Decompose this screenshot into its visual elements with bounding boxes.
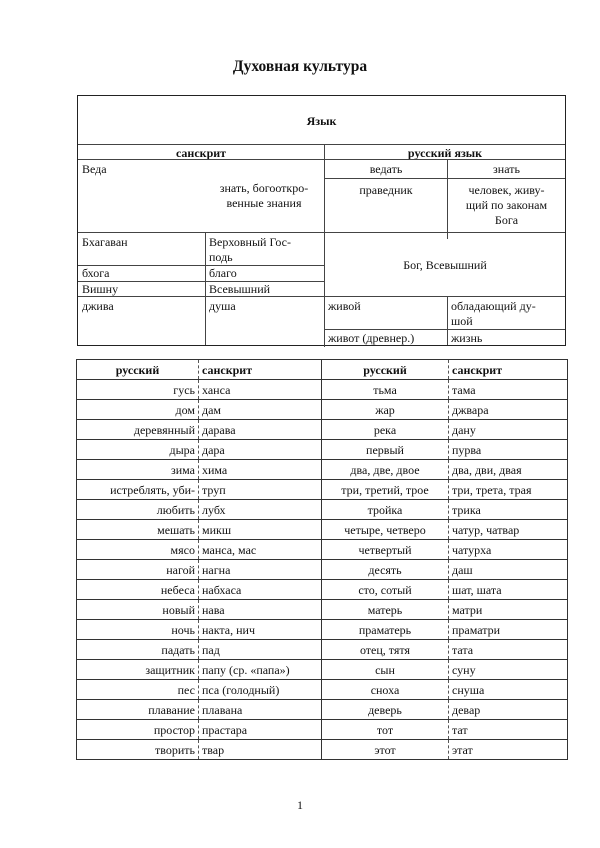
table-row bbox=[77, 420, 568, 440]
russian-word: сто, сотый bbox=[322, 580, 449, 600]
russian-word: три, третий, трое bbox=[322, 480, 449, 500]
meaning-bhagavan: Верховный Гос- подь bbox=[209, 235, 291, 264]
word-vedat: ведать bbox=[369, 162, 403, 176]
sanskrit-word: набхаса bbox=[199, 580, 322, 600]
russian-word: матерь bbox=[322, 600, 449, 620]
russian-word: дом bbox=[77, 400, 199, 420]
sanskrit-word: праматри bbox=[449, 620, 568, 640]
meaning-vishnu: Всевышний bbox=[209, 282, 271, 296]
col-header-sanskrit-1: санскрит bbox=[199, 360, 322, 380]
word-bhoga: бхога bbox=[82, 266, 110, 280]
sanskrit-word: пад bbox=[199, 640, 322, 660]
vocabulary-header-row bbox=[77, 360, 568, 380]
sanskrit-word: твар bbox=[199, 740, 322, 760]
sanskrit-word: тат bbox=[449, 720, 568, 740]
russian-word: нагой bbox=[77, 560, 199, 580]
sanskrit-word: прастара bbox=[199, 720, 322, 740]
sanskrit-word: три, трета, трая bbox=[449, 480, 568, 500]
meaning-bhoga: благо bbox=[209, 266, 237, 280]
russian-word: четвертый bbox=[322, 540, 449, 560]
russian-word: сноха bbox=[322, 680, 449, 700]
russian-word: защитник bbox=[77, 660, 199, 680]
meaning-bog: Бог, Всевышний bbox=[403, 258, 487, 272]
russian-word: тройка bbox=[322, 500, 449, 520]
russian-word: тот bbox=[322, 720, 449, 740]
table-row bbox=[77, 480, 568, 500]
sanskrit-word: плавана bbox=[199, 700, 322, 720]
table-row bbox=[77, 380, 568, 400]
russian-word: праматерь bbox=[322, 620, 449, 640]
russian-word: ночь bbox=[77, 620, 199, 640]
russian-word: сын bbox=[322, 660, 449, 680]
col-header-russian-1: русский bbox=[77, 360, 199, 380]
russian-word: зима bbox=[77, 460, 199, 480]
sanskrit-word: снуша bbox=[449, 680, 568, 700]
sanskrit-word: труп bbox=[199, 480, 322, 500]
word-vishnu: Вишну bbox=[82, 282, 119, 296]
table-row bbox=[77, 460, 568, 480]
meaning-dzhiva: душа bbox=[209, 299, 236, 313]
sanskrit-word: папу (ср. «папа») bbox=[199, 660, 322, 680]
meaning-zhivot: жизнь bbox=[451, 331, 483, 345]
table-row bbox=[77, 440, 568, 460]
meaning-veda: знать, богооткро- венные знания bbox=[219, 181, 309, 210]
table-row bbox=[77, 400, 568, 420]
russian-word: этот bbox=[322, 740, 449, 760]
table-row bbox=[77, 520, 568, 540]
language-table bbox=[77, 95, 566, 346]
table-row bbox=[77, 700, 568, 720]
sanskrit-word: пса (голодный) bbox=[199, 680, 322, 700]
page-number: 1 bbox=[297, 798, 303, 812]
sanskrit-word: дану bbox=[449, 420, 568, 440]
russian-word: первый bbox=[322, 440, 449, 460]
russian-word: деревянный bbox=[77, 420, 199, 440]
word-bhagavan: Бхагаван bbox=[82, 235, 128, 249]
table-row bbox=[77, 680, 568, 700]
sanskrit-word: суну bbox=[449, 660, 568, 680]
sanskrit-word: два, дви, двая bbox=[449, 460, 568, 480]
sanskrit-word: девар bbox=[449, 700, 568, 720]
sanskrit-word: хима bbox=[199, 460, 322, 480]
sanskrit-word: тата bbox=[449, 640, 568, 660]
russian-word: творить bbox=[77, 740, 199, 760]
table-row bbox=[77, 600, 568, 620]
russian-word: гусь bbox=[77, 380, 199, 400]
sanskrit-word: тама bbox=[449, 380, 568, 400]
russian-word: деверь bbox=[322, 700, 449, 720]
russian-word: мясо bbox=[77, 540, 199, 560]
russian-header: русский язык bbox=[407, 146, 483, 160]
table-row bbox=[77, 620, 568, 640]
russian-word: тьма bbox=[322, 380, 449, 400]
word-zhivoy: живой bbox=[328, 299, 361, 313]
sanskrit-word: пурва bbox=[449, 440, 568, 460]
meaning-zhivoy: обладающий ду- шой bbox=[451, 299, 536, 328]
sanskrit-word: джвара bbox=[449, 400, 568, 420]
sanskrit-word: дара bbox=[199, 440, 322, 460]
table-row bbox=[77, 720, 568, 740]
col-header-russian-2: русский bbox=[322, 360, 449, 380]
russian-word: небеса bbox=[77, 580, 199, 600]
russian-word: десять bbox=[322, 560, 449, 580]
vocabulary-table bbox=[76, 359, 568, 760]
russian-word: истреблять, уби- bbox=[77, 480, 199, 500]
sanskrit-word: лубх bbox=[199, 500, 322, 520]
russian-word: простор bbox=[77, 720, 199, 740]
language-header: Язык bbox=[306, 114, 337, 128]
table-row bbox=[77, 640, 568, 660]
table-row bbox=[77, 740, 568, 760]
sanskrit-header: санскрит bbox=[175, 146, 227, 160]
table-row bbox=[77, 580, 568, 600]
table-row bbox=[77, 500, 568, 520]
russian-word: любить bbox=[77, 500, 199, 520]
sanskrit-word: даш bbox=[449, 560, 568, 580]
page-title: Духовная культура bbox=[232, 58, 368, 75]
sanskrit-word: манса, мас bbox=[199, 540, 322, 560]
table-row bbox=[77, 660, 568, 680]
russian-word: четыре, четверо bbox=[322, 520, 449, 540]
sanskrit-word: нагна bbox=[199, 560, 322, 580]
word-pravednik: праведник bbox=[359, 183, 413, 197]
word-dzhiva: джива bbox=[82, 299, 114, 313]
table-row bbox=[77, 540, 568, 560]
russian-word: пес bbox=[77, 680, 199, 700]
word-veda: Веда bbox=[82, 162, 107, 176]
sanskrit-word: накта, нич bbox=[199, 620, 322, 640]
sanskrit-word: матри bbox=[449, 600, 568, 620]
meaning-chelovek: человек, живу- щий по законам Бога bbox=[465, 183, 548, 227]
sanskrit-word: чатур, чатвар bbox=[449, 520, 568, 540]
russian-word: плавание bbox=[77, 700, 199, 720]
table-row bbox=[77, 560, 568, 580]
sanskrit-word: шат, шата bbox=[449, 580, 568, 600]
word-zhivot: живот (древнер.) bbox=[328, 331, 415, 345]
russian-word: два, две, двое bbox=[322, 460, 449, 480]
sanskrit-word: нава bbox=[199, 600, 322, 620]
russian-word: падать bbox=[77, 640, 199, 660]
sanskrit-word: дарава bbox=[199, 420, 322, 440]
sanskrit-word: чатурха bbox=[449, 540, 568, 560]
sanskrit-word: дам bbox=[199, 400, 322, 420]
russian-word: отец, тятя bbox=[322, 640, 449, 660]
sanskrit-word: микш bbox=[199, 520, 322, 540]
col-header-sanskrit-2: санскрит bbox=[449, 360, 568, 380]
russian-word: река bbox=[322, 420, 449, 440]
sanskrit-word: трика bbox=[449, 500, 568, 520]
russian-word: мешать bbox=[77, 520, 199, 540]
russian-word: новый bbox=[77, 600, 199, 620]
sanskrit-word: ханса bbox=[199, 380, 322, 400]
word-znat: знать bbox=[493, 162, 520, 176]
sanskrit-word: этат bbox=[449, 740, 568, 760]
russian-word: дыра bbox=[77, 440, 199, 460]
russian-word: жар bbox=[322, 400, 449, 420]
